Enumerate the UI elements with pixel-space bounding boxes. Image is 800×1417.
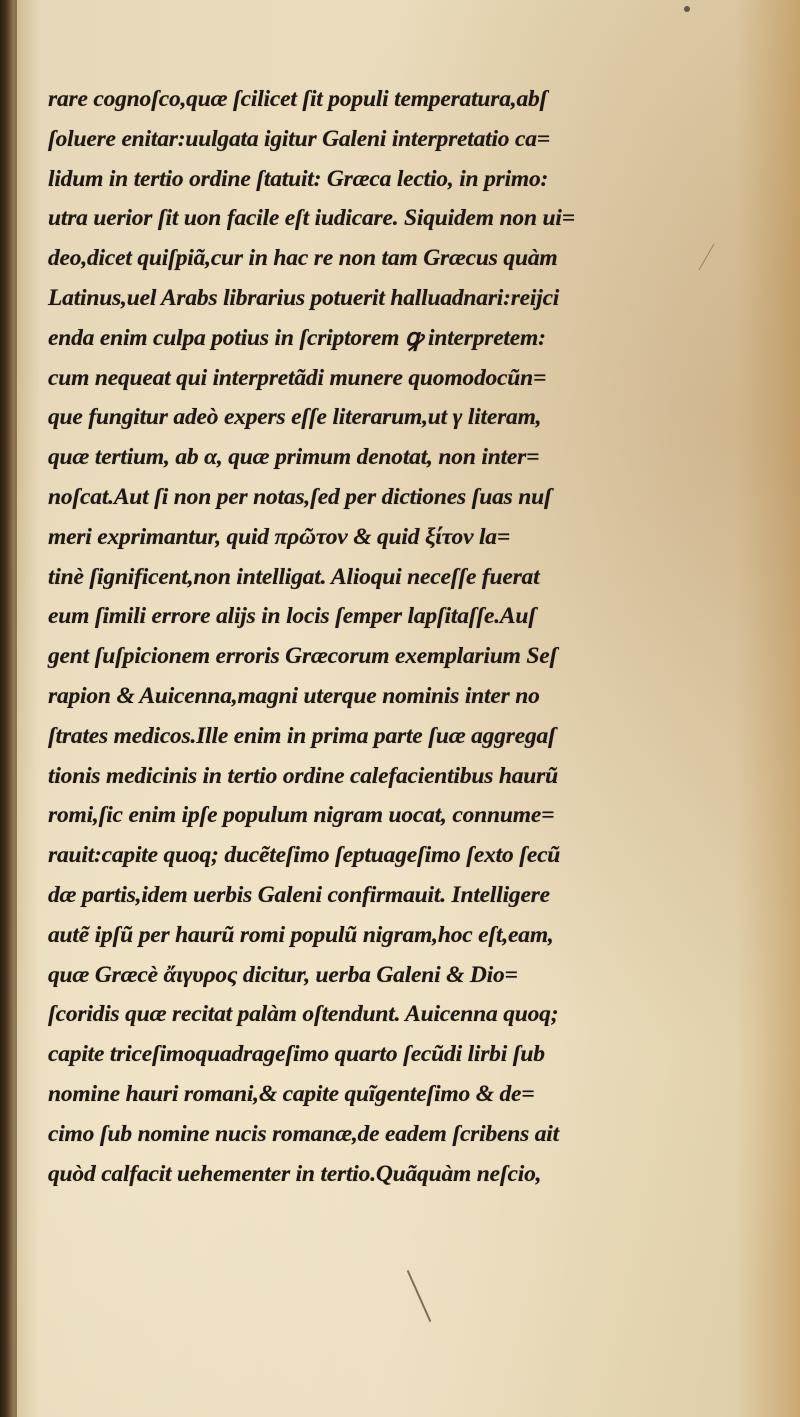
- text-line: dæ partis,idem uerbis Galeni confirmauit. Intelligere: [48, 881, 550, 908]
- text-line: lidum in tertio ordine ſtatuit: Græca lectio, in primo:: [48, 165, 549, 192]
- pen-stroke-mark: [407, 1270, 432, 1322]
- text-line: rauit:capite quoq; ducẽteſimo ſeptuageſimo ſexto ſecũ: [48, 842, 561, 869]
- text-line: gent ſuſpicionem erroris Græcorum exemplarium Seſ: [48, 643, 558, 670]
- text-line: meri exprimantur, quid πρῶτον & quid ξίτον la=: [48, 523, 511, 550]
- ink-spot: [684, 6, 690, 12]
- text-line: Latinus,uel Arabs librarius potuerit halluadnari:reijci: [48, 284, 560, 311]
- text-line: cum nequeat qui interpretãdi munere quomodocũn=: [48, 364, 547, 391]
- book-spine: [0, 0, 14, 1417]
- margin-mark: [699, 244, 715, 270]
- text-line: ſcoridis quæ recitat palàm oſtendunt. Auicenna quoq;: [48, 1001, 559, 1028]
- text-line: ſoluere enitar:uulgata igitur Galeni interpretatio ca=: [48, 125, 551, 152]
- text-line: capite triceſimoquadrageſimo quarto ſecũdi lirbi ſub: [48, 1041, 545, 1068]
- text-line: enda enim culpa potius in ſcriptorem ꝙ interpretem:: [48, 324, 546, 351]
- text-line: tionis medicinis in tertio ordine calefacientibus haurũ: [48, 762, 558, 789]
- text-line: rare cognoſco,quæ ſcilicet ſit populi temperatura,abſ: [48, 86, 548, 112]
- text-line: quæ Græcè ἄιγυρος dicitur, uerba Galeni & Dio=: [48, 961, 518, 988]
- text-line: tinè ſignificent,non intelligat. Alioqui neceſſe fuerat: [48, 563, 540, 590]
- text-line: autẽ ipſũ per haurũ romi populũ nigram,hoc eſt,eam,: [48, 921, 554, 948]
- text-line: romi,ſic enim ipſe populum nigram uocat, connume=: [48, 802, 555, 829]
- text-line: noſcat.Aut ſi non per notas,ſed per dictiones ſuas nuſ: [48, 483, 552, 510]
- gutter-edge: [14, 0, 17, 1417]
- text-line: quæ tertium, ab α, quæ primum denotat, non inter=: [48, 444, 540, 471]
- text-line: rapion & Auicenna,magni uterque nominis inter no: [48, 682, 540, 709]
- text-line: utra uerior ſit uon facile eſt iudicare. Siquidem non ui=: [48, 205, 575, 232]
- text-line: ſtrates medicos.Ille enim in prima parte ſuæ aggregaſ: [48, 722, 556, 749]
- text-line: cimo ſub nomine nucis romanæ,de eadem ſcribens ait: [48, 1120, 559, 1147]
- text-block: [48, 80, 688, 1194]
- text-line: eum ſimili errore alijs in locis ſemper lapſitaſſe.Auſ: [48, 603, 536, 630]
- text-line: deo,dicet quiſpiã,cur in hac re non tam Græcus quàm: [48, 245, 558, 272]
- text-line: quòd calfacit uehementer in tertio.Quãquàm neſcio,: [48, 1160, 542, 1187]
- text-line: nomine hauri romani,& capite quĩgenteſimo & de=: [48, 1080, 535, 1107]
- text-line: que fungitur adeò expers eſſe literarum,ut γ literam,: [48, 404, 542, 431]
